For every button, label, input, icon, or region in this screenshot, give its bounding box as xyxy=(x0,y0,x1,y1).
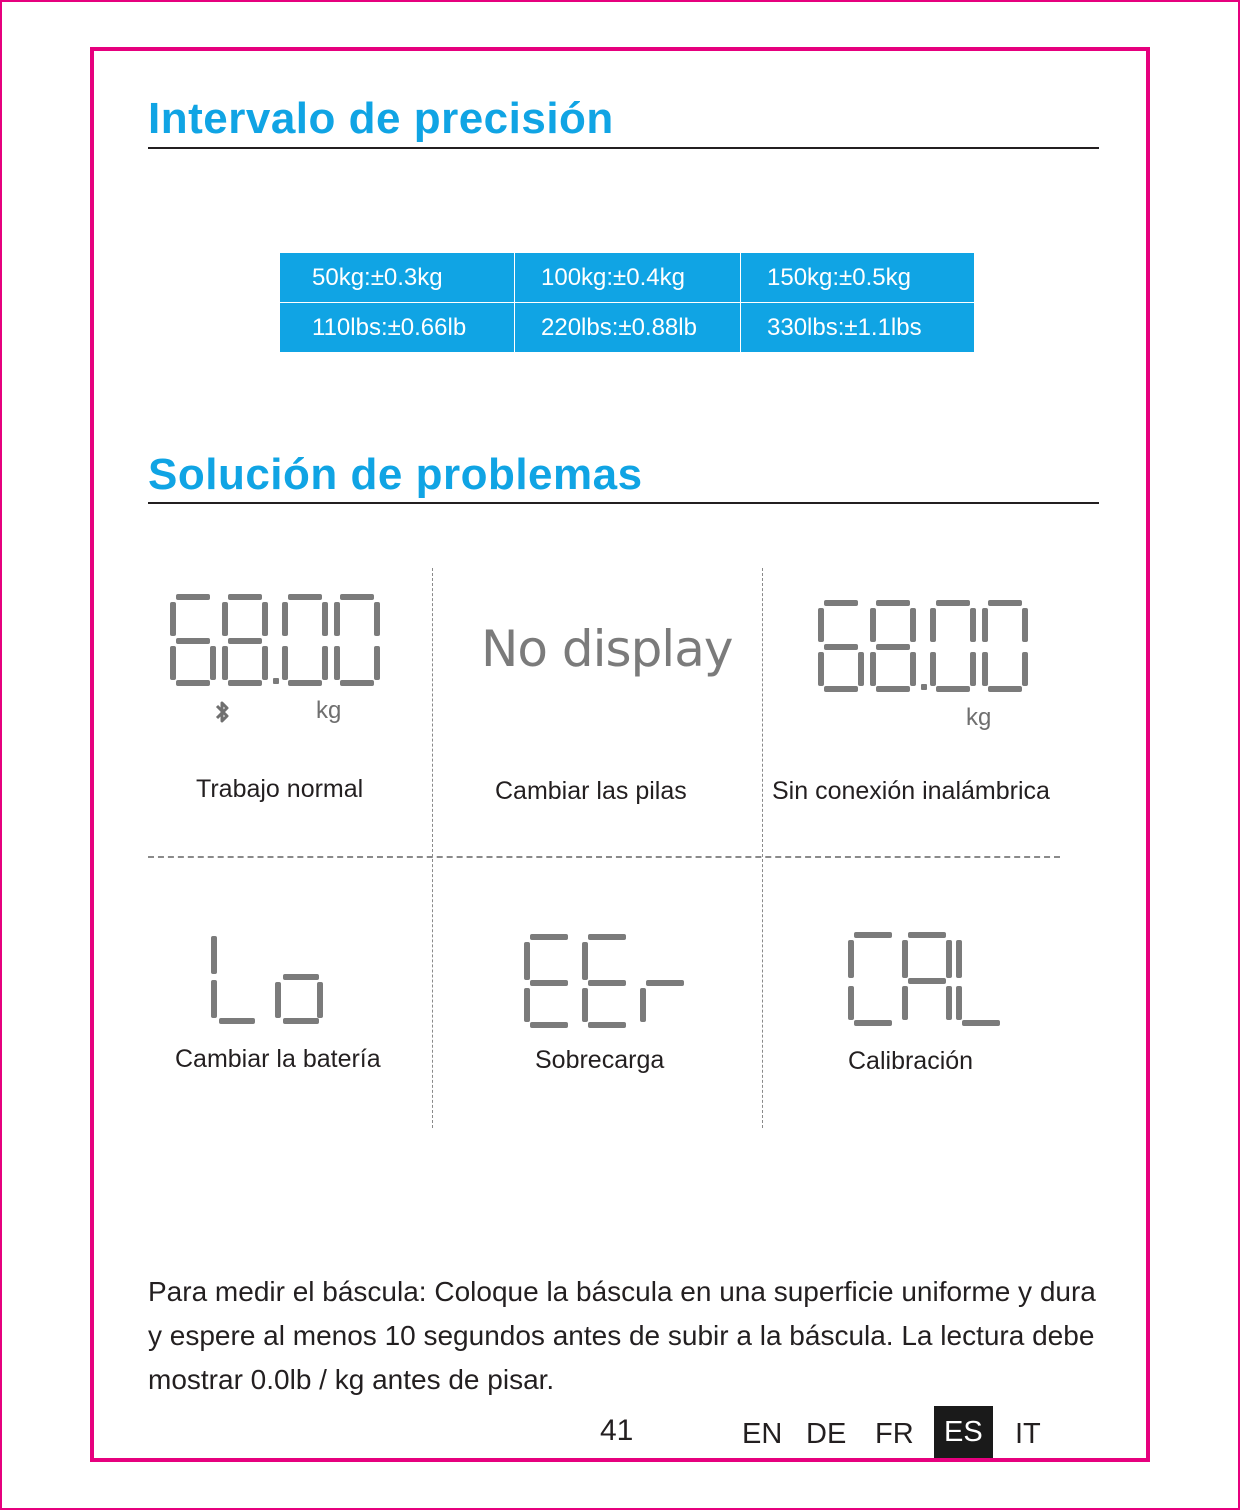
grid-divider-horizontal xyxy=(148,856,1060,858)
accuracy-title: Intervalo de precisión xyxy=(148,94,614,143)
lang-it[interactable]: IT xyxy=(1015,1418,1041,1450)
lcd-unit-normal xyxy=(316,696,356,728)
cell-label-normal: Trabajo normal xyxy=(196,775,364,803)
troubleshoot-title: Solución de problemas xyxy=(148,450,643,499)
table-cell: 50kg:±0.3kg xyxy=(280,253,515,303)
table-cell: 220lbs:±0.88lb xyxy=(515,303,741,353)
table-row xyxy=(280,303,975,353)
unit-label: kg xyxy=(316,697,342,724)
table-cell: 330lbs:±1.1lbs xyxy=(741,303,975,353)
cell-label-no-wireless: Sin conexión inalámbrica xyxy=(772,777,1050,805)
bluetooth-icon xyxy=(208,698,236,726)
lcd-display-lo xyxy=(205,930,335,1030)
lang-en[interactable]: EN xyxy=(742,1418,783,1450)
cell-label-batteries: Cambiar las pilas xyxy=(495,777,687,805)
instructions-paragraph: Para medir el báscula: Coloque la báscula en una superficie uniforme y dura y espere al menos 10 segundos antes de subir a la báscula. La lectura debe mostrar 0.0lb / kg antes de pisar. xyxy=(148,1276,1096,1395)
table-row xyxy=(280,253,975,303)
lcd-display-eer xyxy=(518,930,688,1030)
lang-fr[interactable]: FR xyxy=(875,1418,914,1450)
grid-divider-vertical-2 xyxy=(762,568,763,1128)
cell-label-calibration: Calibración xyxy=(848,1047,974,1075)
table-cell: 100kg:±0.4kg xyxy=(515,253,741,303)
accuracy-table xyxy=(279,252,975,353)
lcd-unit-no-wireless xyxy=(966,703,1006,735)
cell-label-overload: Sobrecarga xyxy=(535,1046,665,1074)
table-cell: 110lbs:±0.66lb xyxy=(280,303,515,353)
unit-label: kg xyxy=(966,704,992,731)
lang-de[interactable]: DE xyxy=(806,1418,847,1450)
grid-divider-vertical-1 xyxy=(432,568,433,1128)
lang-es[interactable]: ES xyxy=(934,1406,993,1458)
accuracy-title-rule xyxy=(148,147,1099,149)
lcd-display-cal xyxy=(842,928,1012,1028)
troubleshoot-title-rule xyxy=(148,502,1099,504)
no-display-text: No display xyxy=(481,620,733,678)
table-cell: 150kg:±0.5kg xyxy=(741,253,975,303)
page-number: 41 xyxy=(600,1414,634,1447)
cell-label-low-battery: Cambiar la batería xyxy=(175,1045,381,1073)
